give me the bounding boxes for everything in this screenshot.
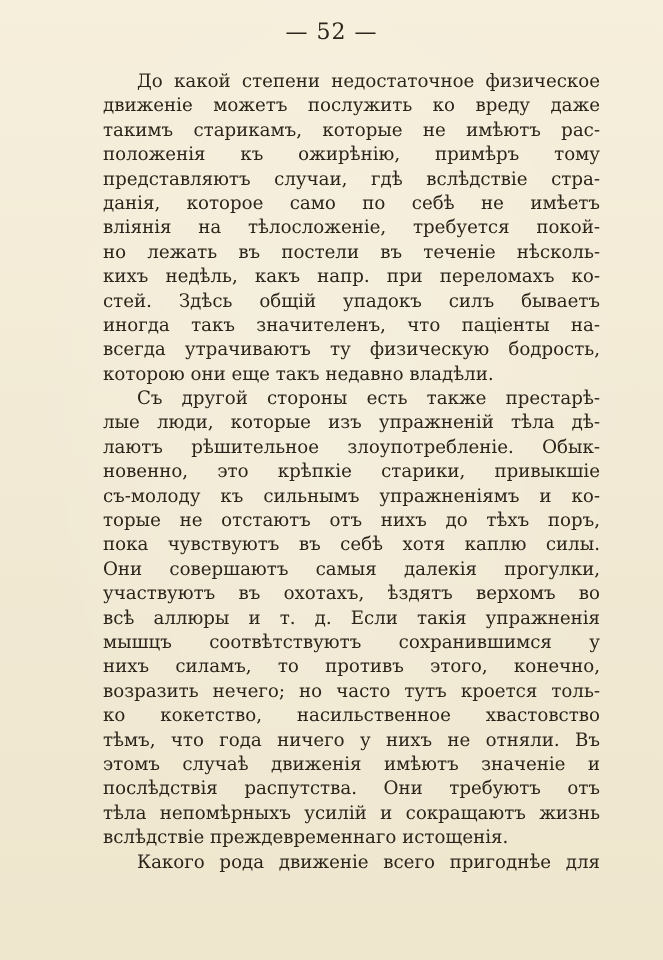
text-line: Съ другой стороны есть также престарѣ- (137, 388, 600, 410)
text-line: торые не отстаютъ отъ нихъ до тѣхъ поръ, (103, 510, 600, 532)
text-line: положенія къ ожирѣнію, примѣръ тому (103, 144, 600, 166)
text-line: Какого рода движеніе всего пригоднѣе для (137, 851, 600, 873)
text-line: кихъ недѣль, какъ напр. при переломахъ ко- (103, 266, 600, 288)
text-line: послѣдствія распутства. Они требуютъ отъ (103, 778, 600, 800)
text-line: стей. Здѣсь общій упадокъ силъ бываетъ (103, 290, 600, 312)
text-line: этомъ случаѣ движенія имѣютъ значеніе и (103, 753, 600, 775)
text-line: нихъ силамъ, то противъ этого, конечно, (103, 656, 600, 678)
text-line: съ-молоду къ сильнымъ упражненіямъ и ко- (103, 485, 600, 507)
text-line: ко кокетство, насильственное хвастовство (103, 705, 600, 727)
text-line: такимъ старикамъ, которые не имѣютъ рас- (103, 119, 600, 141)
text-line: всѣ аллюры и т. д. Если такія упражненія (103, 607, 600, 629)
text-line: но лежать въ постели въ теченіе нѣсколь- (103, 241, 600, 263)
text-line: лые люди, которые изъ упражненій тѣла дѣ- (103, 412, 600, 434)
text-line: тѣла непомѣрныхъ усилій и сокращаютъ жизнь (103, 802, 600, 824)
text-line: представляютъ случаи, гдѣ вслѣдствіе стра- (103, 168, 600, 190)
page-number: — 52 — (285, 20, 378, 45)
text-line: До какой степени недостаточное физическое (137, 71, 600, 92)
text-line: возразить нечего; но часто тутъ кроется толь- (103, 680, 600, 702)
text-line: тѣмъ, что года ничего у нихъ не отняли. Въ (103, 729, 600, 751)
paragraph (103, 387, 600, 850)
text-line: Они совершаютъ самыя далекія прогулки, (103, 558, 600, 580)
body-text (103, 70, 600, 875)
text-line: данія, которое само по себѣ не имѣетъ (103, 192, 600, 214)
text-line: пока чувствуютъ въ себѣ хотя каплю силы. (103, 534, 600, 556)
text-line: участвуютъ въ охотахъ, ѣздятъ верхомъ во (103, 583, 600, 605)
text-line: иногда такъ значителенъ, что паціенты на- (103, 314, 600, 336)
text-line: всегда утрачиваютъ ту физическую бодрость, (103, 339, 600, 361)
text-line: вслѣдствіе преждевременнаго истощенія. (103, 827, 509, 849)
text-line: которою они еще такъ недавно владѣли. (103, 363, 494, 385)
text-line: движеніе можетъ послужить ко вреду даже (103, 95, 600, 117)
text-line: лаютъ рѣшительное злоупотребленіе. Обык- (103, 436, 600, 458)
paragraph (103, 851, 600, 875)
text-line: новенно, это крѣпкіе старики, привыкшіе (103, 461, 600, 483)
text-line: вліянія на тѣлосложеніе, требуется покой- (103, 217, 600, 239)
text-line: мышцъ соотвѣтствуютъ сохранившимся у (103, 631, 600, 653)
paragraph (103, 70, 600, 387)
